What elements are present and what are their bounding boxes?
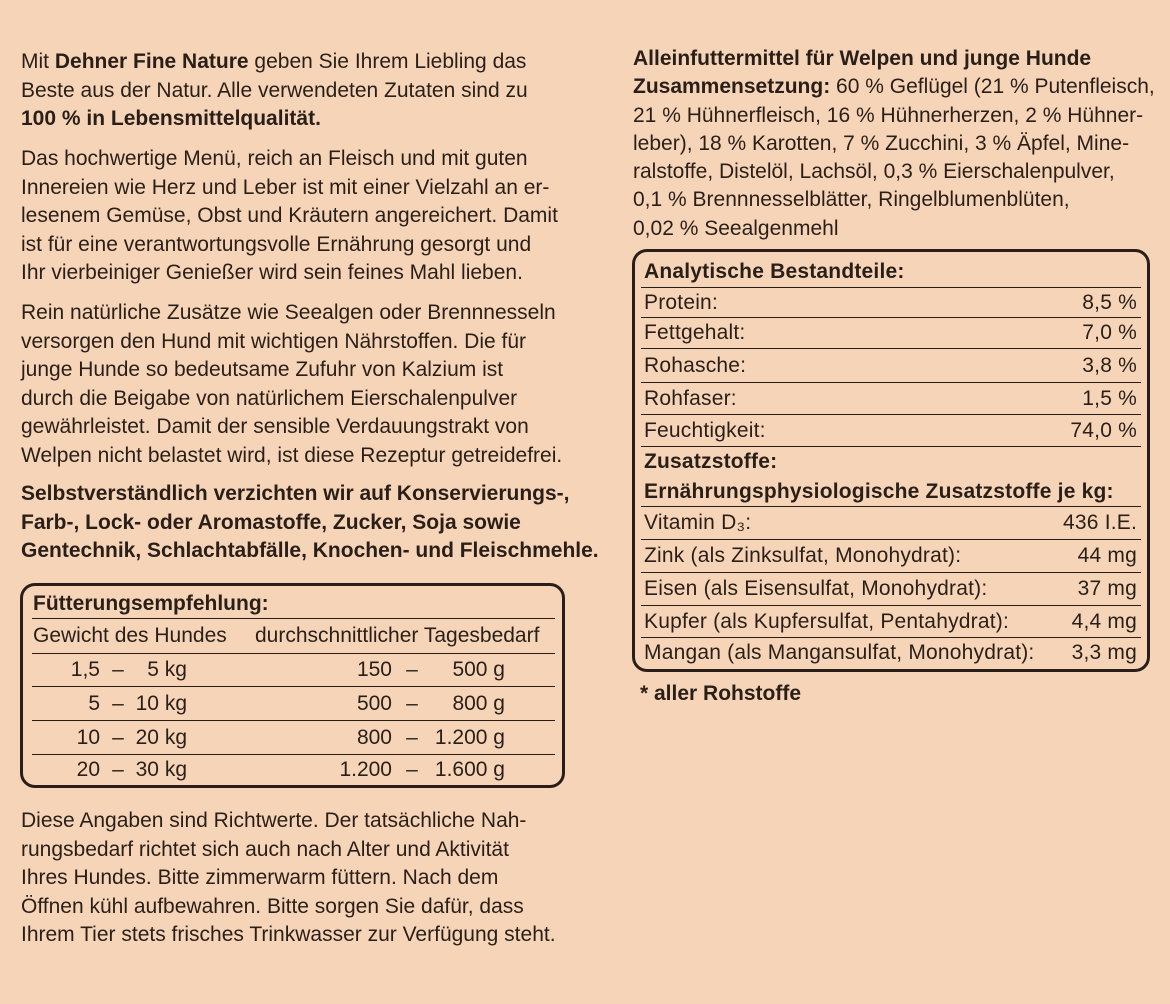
notes-line: Ihrem Tier stets frisches Trinkwasser zur Verfügung steht. xyxy=(21,923,556,946)
exclusions-paragraph xyxy=(21,480,599,566)
footnote: * aller Rohstoffe xyxy=(640,682,802,705)
notes-line: Ihres Hundes. Bitte zimmerwarm füttern. Nach dem xyxy=(21,866,499,889)
description-paragraph xyxy=(21,145,558,288)
additives-title-row xyxy=(641,447,1141,477)
weight-to: 20 kg xyxy=(135,725,187,749)
nutrients-line: junge Hunde so bedeutsame Zufuhr von Kalzium ist xyxy=(21,358,504,381)
daily-to: 500 g xyxy=(452,658,505,681)
additive-label: Kupfer (als Kupfersulfat, Pentahydrat): xyxy=(644,609,1009,633)
weight-from: 10 xyxy=(76,725,100,749)
range-dash: – xyxy=(406,758,418,781)
additive-row xyxy=(641,573,1141,606)
intro-lead: Mit xyxy=(21,50,49,73)
intro-line-rest: geben Sie Ihrem Liebling das xyxy=(254,50,527,73)
composition-line: ralstoffe, Distelöl, Lachsöl, 0,3 % Eierschalenpulver, xyxy=(633,160,1115,184)
daily-to: 800 g xyxy=(452,691,505,715)
feeding-recommendation-box xyxy=(20,583,565,788)
table-row xyxy=(32,654,555,687)
composition-line: 21 % Hühnerfleisch, 16 % Hühnerherzen, 2 % Hühner- xyxy=(633,103,1144,127)
nutrients-paragraph xyxy=(21,299,562,470)
constituent-label: Protein: xyxy=(644,290,718,314)
description-line: Innereien wie Herz und Leber ist mit einer Vielzahl an er- xyxy=(21,175,550,199)
column-header-daily: durchschnittlicher Tagesbedarf xyxy=(255,624,540,647)
constituent-value: 74,0 % xyxy=(1070,418,1137,442)
additive-value: 3,3 mg xyxy=(1071,641,1137,664)
nutrients-line: Welpen nicht belastet wird, ist diese Rezeptur getreidefrei. xyxy=(21,443,563,467)
quality-claim: 100 % in Lebensmittelqualität. xyxy=(21,107,321,130)
intro-line xyxy=(21,48,528,77)
additive-row xyxy=(641,507,1141,540)
exclusions-line: Gentechnik, Schlachtabfälle, Knochen- und Fleischmehle. xyxy=(21,539,599,562)
weight-to: 10 kg xyxy=(135,691,187,715)
constituent-label: Rohasche: xyxy=(644,353,747,377)
description-line: ist für eine verantwortungsvolle Ernährung gesorgt und xyxy=(21,232,532,256)
additive-row xyxy=(641,606,1141,638)
constituent-label: Rohfaser: xyxy=(644,386,737,410)
constituent-value: 8,5 % xyxy=(1082,290,1137,314)
intro-line: Beste aus der Natur. Alle verwendeten Zutaten sind zu xyxy=(21,78,528,102)
additive-value: 436 I.E. xyxy=(1063,511,1137,534)
constituent-row xyxy=(641,415,1141,447)
additives-subtitle: Ernährungsphysiologische Zusatzstoffe je kg: xyxy=(644,479,1114,503)
constituent-value: 7,0 % xyxy=(1082,321,1137,344)
constituent-value: 3,8 % xyxy=(1082,353,1137,377)
weight-to: 30 kg xyxy=(135,758,187,781)
exclusions-line: Selbstverständlich verzichten wir auf Konservierungs-, xyxy=(21,482,570,505)
composition-section xyxy=(633,45,1155,243)
description-line: Ihr vierbeiniger Genießer wird sein feines Mahl lieben. xyxy=(21,261,523,284)
intro-paragraph xyxy=(21,48,528,134)
additive-value: 37 mg xyxy=(1077,577,1137,600)
nutrients-line: Rein natürliche Zusätze wie Seealgen oder Brennnesseln xyxy=(21,301,556,324)
additives-title: Zusatzstoffe: xyxy=(644,450,778,473)
additive-value: 4,4 mg xyxy=(1071,609,1137,633)
composition-line xyxy=(633,73,1155,101)
composition-label: Zusammensetzung: xyxy=(633,75,831,99)
feeding-header-row xyxy=(32,619,555,654)
nutrients-line: durch die Beigabe von natürlichem Eierschalenpulver xyxy=(21,386,518,410)
additive-label: Vitamin D₃: xyxy=(644,511,752,534)
weight-to: 5 kg xyxy=(147,658,187,681)
additive-row xyxy=(641,540,1141,573)
notes-line: rungsbedarf richtet sich auch nach Alter und Aktivität xyxy=(21,837,509,861)
additive-value: 44 mg xyxy=(1077,544,1137,567)
daily-from: 500 xyxy=(356,691,392,715)
analysis-box xyxy=(632,249,1150,672)
table-row xyxy=(32,755,555,785)
product-type: Alleinfuttermittel für Welpen und junge Hunde xyxy=(633,47,1092,70)
constituent-row xyxy=(641,318,1141,349)
nutrients-line: versorgen den Hund mit wichtigen Nährstoffen. Die für xyxy=(21,329,527,353)
daily-to: 1.600 g xyxy=(434,758,505,781)
nutrients-line: gewährleistet. Damit der sensible Verdauungstrakt von xyxy=(21,415,529,438)
additives-subtitle-row xyxy=(641,477,1141,507)
weight-from: 5 xyxy=(88,691,100,715)
composition-line: leber), 18 % Karotten, 7 % Zucchini, 3 % Äpfel, Mine- xyxy=(633,131,1130,155)
range-dash: – xyxy=(112,758,124,781)
brand-name: Dehner Fine Nature xyxy=(54,50,249,73)
range-dash: – xyxy=(112,725,124,749)
additive-row xyxy=(641,638,1141,668)
composition-line: 0,02 % Seealgenmehl xyxy=(633,216,839,240)
constituent-row xyxy=(641,349,1141,383)
additive-label: Eisen (als Eisensulfat, Monohydrat): xyxy=(644,577,988,600)
description-line: Das hochwertige Menü, reich an Fleisch und mit guten xyxy=(21,147,528,170)
constituent-row xyxy=(641,383,1141,415)
exclusions-line: Farb-, Lock- oder Aromastoffe, Zucker, Soja sowie xyxy=(21,510,521,534)
description-line: lesenem Gemüse, Obst und Kräutern angereichert. Damit xyxy=(21,204,558,227)
range-dash: – xyxy=(406,691,418,715)
column-header-weight: Gewicht des Hundes xyxy=(33,624,227,647)
daily-to: 1.200 g xyxy=(434,725,505,749)
range-dash: – xyxy=(406,658,418,681)
feeding-title: Fütterungsempfehlung: xyxy=(33,591,269,615)
composition-first: 60 % Geflügel (21 % Putenfleisch, xyxy=(836,75,1155,99)
composition-line: 0,1 % Brennnesselblätter, Ringelblumenblüten, xyxy=(633,188,1070,212)
constituent-label: Fettgehalt: xyxy=(644,321,746,344)
daily-from: 150 xyxy=(356,658,392,681)
feeding-title-row xyxy=(32,589,555,619)
range-dash: – xyxy=(112,691,124,715)
notes-paragraph xyxy=(21,807,556,950)
range-dash: – xyxy=(406,725,418,749)
analysis-title: Analytische Bestandteile: xyxy=(644,259,905,283)
additive-label: Mangan (als Mangansulfat, Monohydrat): xyxy=(644,641,1035,664)
analysis-title-row xyxy=(641,256,1141,288)
constituent-value: 1,5 % xyxy=(1082,386,1137,410)
weight-from: 20 xyxy=(76,758,100,781)
range-dash: – xyxy=(112,658,124,681)
additive-label: Zink (als Zinksulfat, Monohydrat): xyxy=(644,544,962,567)
notes-line: Öffnen kühl aufbewahren. Bitte sorgen Sie dafür, dass xyxy=(21,894,524,918)
notes-line: Diese Angaben sind Richtwerte. Der tatsächliche Nah- xyxy=(21,809,527,832)
table-row xyxy=(32,687,555,721)
constituent-label: Feuchtigkeit: xyxy=(644,418,766,442)
daily-from: 800 xyxy=(356,725,392,749)
daily-from: 1.200 xyxy=(339,758,392,781)
constituent-row xyxy=(641,288,1141,318)
weight-from: 1,5 xyxy=(70,658,100,681)
table-row xyxy=(32,721,555,755)
